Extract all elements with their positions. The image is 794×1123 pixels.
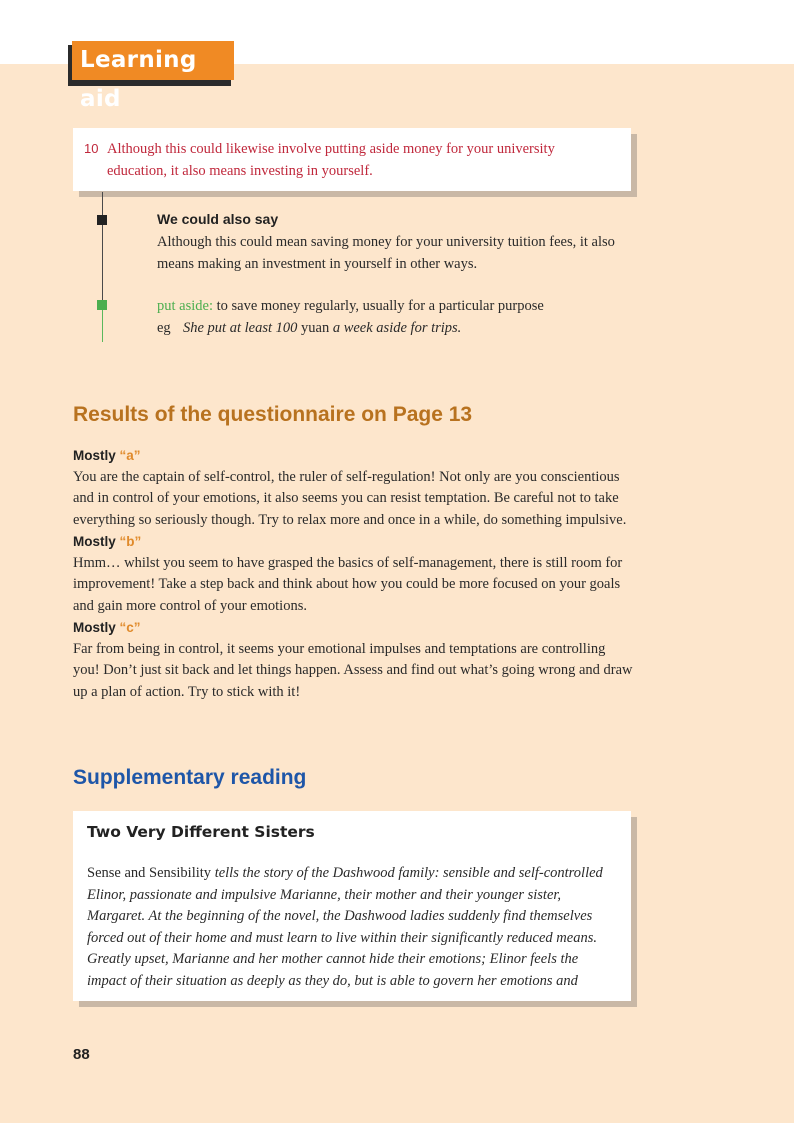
vocab-term: put aside:	[157, 298, 213, 314]
we-could-also-say-text: Although this could mean saving money for your university tuition fees, it also means making an investment in yourself in other ways.	[157, 234, 615, 272]
example-text-part1: She put at least 100	[183, 320, 298, 336]
timeline-marker-green	[97, 300, 107, 310]
timeline-line-green	[102, 305, 103, 342]
story-body: tells the story of the Dashwood family: sensible and self-controlled Elinor, passionate and impulsive Marianne, their mother and their younger sister, Margaret. At the beginning of the novel, the Dashwood ladies suddenly find themselves forced out of their home and must learn to live within their significantly reduced means. Greatly upset, Marianne and her mother cannot hide their emotions; Elinor feels the impact of their situation as deeply as they do, but is able to govern her emotions and	[87, 865, 603, 989]
story-title: Two Very Different Sisters	[87, 823, 315, 841]
timeline-marker-dark	[97, 215, 107, 225]
result-letter: “b”	[119, 534, 142, 549]
vocab-example-line	[157, 318, 461, 340]
result-label-c	[73, 617, 633, 639]
section-tab-learning-aid: Learning aid	[72, 41, 234, 80]
sentence-number: 10	[84, 141, 99, 156]
we-could-also-say-heading: We could also say	[157, 211, 279, 227]
sentence-card	[73, 128, 631, 191]
vocab-definition: to save money regularly, usually for a particular purpose	[212, 298, 544, 314]
result-letter: “c”	[119, 620, 141, 635]
timeline-line	[102, 192, 103, 305]
sentence-text: Although this could likewise involve putting aside money for your university education, it also means investing in yourself.	[107, 141, 555, 179]
result-label-text: Mostly	[73, 448, 120, 463]
result-text-a: You are the captain of self-control, the ruler of self-regulation! Not only are you conscientious and in control of your emotions, it also seems you can resist temptation. Be careful not to take everything so seriously though. Try to relax more and once in a while, do something impulsive.	[73, 468, 627, 528]
vocab-definition-line	[157, 296, 544, 318]
example-text-part3: a week aside for trips.	[332, 320, 462, 336]
results-heading: Results of the questionnaire on Page 13	[73, 403, 473, 426]
book-title: Sense and Sensibility	[87, 865, 212, 881]
page-number: 88	[73, 1046, 90, 1063]
story-card	[73, 811, 631, 1001]
result-label-b	[73, 531, 633, 553]
supplementary-heading: Supplementary reading	[73, 766, 307, 789]
result-label-a	[73, 445, 633, 467]
results-body	[73, 445, 633, 703]
result-text-c: Far from being in control, it seems your emotional impulses and temptations are controlling you! Don’t just sit back and let things happen. Assess and find out what’s going wrong and draw up a plan of action. Try to stick with it!	[73, 640, 633, 700]
example-text-part2: yuan	[297, 320, 333, 336]
result-letter: “a”	[119, 448, 141, 463]
result-label-text: Mostly	[73, 620, 120, 635]
result-text-b: Hmm… whilst you seem to have grasped the basics of self-management, there is still room for improvement! Take a step back and think about how you could be more focused on your goals and gain more control of your emotions.	[73, 554, 623, 614]
example-label: eg	[157, 320, 171, 336]
result-label-text: Mostly	[73, 534, 120, 549]
story-text	[87, 863, 619, 992]
